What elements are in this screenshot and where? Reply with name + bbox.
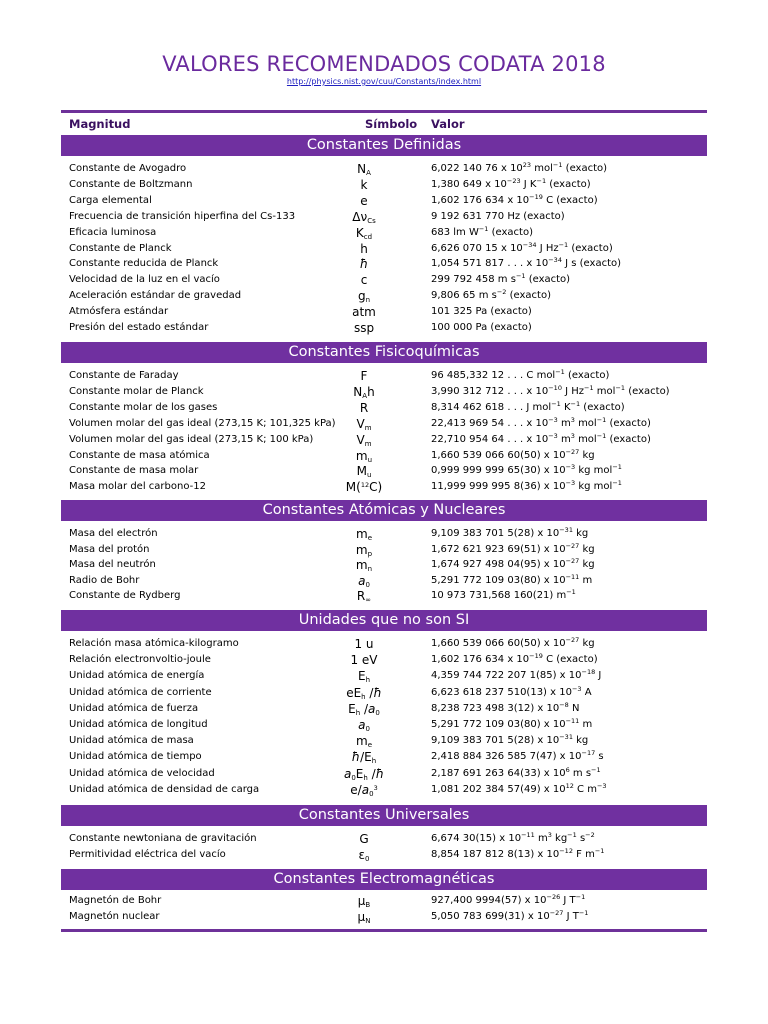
quantity-name: Atmósfera estándar: [69, 306, 169, 318]
quantity-symbol: 1 u: [354, 637, 374, 651]
quantity-symbol: $\varepsilon_0$: [358, 848, 370, 863]
quantity-name: Relación masa atómica-kilogramo: [69, 638, 239, 649]
column-header-simbolo: Símbolo: [365, 117, 418, 131]
quantity-value: 10 973 731,568 160(21) $m^{-1}$: [431, 588, 576, 602]
quantity-name: Constante de Planck: [69, 242, 172, 254]
quantity-symbol: $\mu_B$: [357, 894, 371, 909]
quantity-name: Constante de Avogadro: [69, 163, 187, 174]
quantity-symbol: $ħ/E_h$: [351, 750, 377, 766]
section-header: Unidades que no son SI: [61, 610, 707, 631]
quantity-name: Magnetón nuclear: [69, 911, 160, 922]
section-header: Constantes Universales: [61, 805, 707, 826]
quantity-symbol: $\mu_N$: [357, 910, 371, 925]
table-row: [0, 700, 768, 719]
quantity-name: Unidad atómica de corriente: [69, 686, 212, 698]
quantity-value: 299 792 458 m $s^{-1}$ (exacto): [431, 272, 571, 286]
table-row: [0, 163, 768, 179]
quantity-symbol: $a_0E_h$ /ħ: [343, 766, 385, 782]
table-row: [0, 895, 768, 911]
quantity-name: Constante de Rydberg: [69, 590, 181, 602]
quantity-value: 1,602 176 634 x $10^{-19}$ C (exacto): [431, 652, 598, 666]
quantity-value: 1,054 571 817 . . . x $10^{-34}$ J s (exacto): [431, 256, 622, 270]
quantity-name: Relación electronvoltio-joule: [69, 654, 211, 666]
table-row: [0, 481, 768, 497]
bottom-rule: [61, 929, 707, 932]
column-header-valor: Valor: [431, 117, 465, 131]
table-row: [0, 258, 768, 274]
quantity-name: Unidad atómica de masa: [69, 735, 194, 747]
table-row: [0, 290, 768, 306]
quantity-value: 11,999 999 995 8(36) x $10^{-3}$ kg mol$^{-1}$: [431, 479, 622, 493]
quantity-value: 927,400 9994(57) x $10^{-26}$ J $T^{-1}$: [431, 893, 586, 906]
quantity-symbol: $g_n$: [357, 289, 371, 305]
source-link[interactable]: http://physics.nist.gov/cuu/Constants/index.html: [286, 77, 482, 86]
quantity-value: 1,674 927 498 04(95) x $10^{-27}$ kg: [431, 557, 595, 571]
table-row: [0, 719, 768, 735]
quantity-symbol: $N_A$: [357, 162, 371, 177]
quantity-symbol: atm: [352, 305, 376, 320]
quantity-name: Constante newtoniana de gravitación: [69, 833, 257, 844]
table-row: [0, 370, 768, 386]
quantity-name: Unidad atómica de fuerza: [69, 702, 199, 714]
section-header: Constantes Atómicas y Nucleares: [61, 500, 707, 521]
quantity-symbol: h: [360, 241, 368, 256]
quantity-name: Eficacia luminosa: [69, 226, 157, 238]
quantity-name: Masa molar del carbono-12: [69, 481, 206, 493]
quantity-value: 4,359 744 722 207 1(85) x $10^{-18}$ J: [431, 668, 602, 682]
quantity-name: Constante de Faraday: [69, 370, 179, 381]
table-row: [0, 322, 768, 338]
quantity-name: Velocidad de la luz en el vacío: [69, 274, 220, 286]
quantity-name: Constante reducida de Planck: [69, 258, 219, 270]
table-row: [0, 735, 768, 751]
quantity-value: 5,291 772 109 03(80) x $10^{-11}$ m: [431, 717, 593, 730]
quantity-value: 2,418 884 326 585 7(47) x $10^{-17}$ s: [431, 749, 604, 763]
quantity-value: 22,710 954 64 . . . x $10^{-3}$ $m^3$ mol$^{-1}$ (exacto): [431, 431, 651, 445]
table-row: [0, 541, 768, 560]
table-row: [0, 670, 768, 686]
quantity-value: 5,050 783 699(31) x $10^{-27}$ J $T^{-1}$: [431, 909, 589, 922]
quantity-symbol: $\Delta\nu_{Cs}$: [352, 209, 376, 225]
quantity-symbol: ssp: [353, 321, 375, 335]
quantity-value: 9 192 631 770 Hz (exacto): [431, 210, 565, 222]
quantity-name: Masa del neutrón: [69, 559, 156, 571]
table-row: [0, 192, 768, 211]
table-row: [0, 684, 768, 703]
quantity-symbol: $K_{cd}$: [355, 225, 373, 241]
quantity-name: Unidad atómica de velocidad: [69, 767, 215, 779]
quantity-value: 1,602 176 634 x $10^{-19}$ C (exacto): [431, 192, 598, 206]
quantity-symbol: $m_e$: [355, 734, 372, 750]
table-row: [0, 383, 768, 402]
quantity-name: Radio de Bohr: [69, 574, 140, 586]
quantity-value: 8,238 723 498 3(12) x $10^{-8}$ N: [431, 700, 580, 714]
table-row: [0, 306, 768, 322]
table-row: [0, 781, 768, 800]
quantity-symbol: $a_0$: [358, 718, 370, 733]
quantity-symbol: $M_u$: [356, 464, 372, 480]
quantity-symbol: $a_0$: [358, 573, 370, 589]
table-row: [0, 176, 768, 195]
quantity-value: 100 000 Pa (exacto): [431, 322, 532, 333]
quantity-name: Frecuencia de transición hiperfina del Cs-133: [69, 210, 296, 222]
quantity-value: 1,380 649 x $10^{-23}$ J $K^{-1}$ (exacto): [431, 176, 591, 190]
quantity-value: 1,672 621 923 69(51) x $10^{-27}$ kg: [431, 541, 595, 555]
quantity-value: 8,314 462 618 . . . J mol$^{-1}$ $K^{-1}$ (exacto): [431, 399, 625, 413]
table-row: [0, 447, 768, 466]
quantity-value: 6,674 30(15) x $10^{-11}$ $m^3$ $kg^{-1}$ $s^{-2}$: [431, 831, 595, 844]
quantity-symbol: $E_h$ $/a_0$: [348, 701, 380, 717]
table-row: [0, 224, 768, 243]
quantity-value: 5,291 772 109 03(80) x $10^{-11}$ m: [431, 572, 593, 586]
quantity-name: Constante de masa molar: [69, 465, 199, 477]
table-row: [0, 465, 768, 481]
table-row: [0, 431, 768, 450]
quantity-value: 8,854 187 812 8(13) x $10^{-12}$ F $m^{-1}$: [431, 847, 605, 860]
top-rule: [61, 110, 707, 113]
quantity-value: 101 325 Pa (exacto): [431, 306, 532, 318]
quantity-name: Volumen molar del gas ideal (273,15 K; 101,325 kPa): [69, 417, 336, 429]
quantity-symbol: $V_m$: [356, 416, 372, 432]
quantity-symbol: c: [360, 273, 368, 288]
quantity-value: 1,660 539 066 60(50) x $10^{-27}$ kg: [431, 636, 595, 649]
quantity-value: 1,081 202 384 57(49) x $10^{12}$ C $m^{-3}$: [431, 781, 607, 795]
quantity-value: 6,626 070 15 x $10^{-34}$ J $Hz^{-1}$ (exacto): [431, 240, 613, 254]
quantity-symbol: $m_e$: [355, 527, 372, 542]
quantity-name: Carga elemental: [69, 194, 152, 206]
quantity-name: Presión del estado estándar: [69, 322, 209, 333]
quantity-symbol: $eE_h$ /ħ: [346, 685, 382, 701]
quantity-symbol: M($^{12}$C): [345, 480, 383, 495]
quantity-value: 96 485,332 12 . . . C mol$^{-1}$ (exacto): [431, 368, 610, 381]
quantity-symbol: $V_m$: [356, 432, 372, 448]
table-row: [0, 240, 768, 259]
quantity-value: 6,623 618 237 510(13) x $10^{-3}$ A: [431, 684, 592, 698]
column-header-magnitud: Magnitud: [69, 117, 131, 131]
table-row: [0, 751, 768, 767]
quantity-symbol: e: [360, 193, 368, 208]
section-header: Constantes Electromagnéticas: [61, 869, 707, 890]
quantity-value: 683 lm $W^{-1}$ (exacto): [431, 224, 533, 238]
table-row: [0, 654, 768, 670]
quantity-name: Unidad atómica de longitud: [69, 719, 208, 730]
quantity-value: 0,999 999 999 65(30) x $10^{-3}$ kg mol$^{-1}$: [431, 463, 622, 477]
quantity-name: Constante molar de los gases: [69, 401, 218, 413]
quantity-name: Magnetón de Bohr: [69, 895, 162, 906]
table-row: [0, 590, 768, 606]
table-row: [0, 559, 768, 575]
quantity-value: 9,109 383 701 5(28) x $10^{-31}$ kg: [431, 733, 589, 747]
quantity-value: 22,413 969 54 . . . x $10^{-3}$ $m^3$ mol$^{-1}$ (exacto): [431, 415, 651, 429]
quantity-name: Permitividad eléctrica del vacío: [69, 849, 226, 860]
quantity-value: 9,806 65 m $s^{-2}$ (exacto): [431, 288, 551, 302]
table-row: [0, 911, 768, 927]
quantity-name: Constante molar de Planck: [69, 385, 204, 397]
quantity-value: 9,109 383 701 5(28) x $10^{-31}$ kg: [431, 526, 589, 539]
table-row: [0, 528, 768, 544]
quantity-name: Masa del electrón: [69, 528, 158, 539]
quantity-symbol: ħ: [359, 257, 369, 272]
quantity-value: 1,660 539 066 60(50) x $10^{-27}$ kg: [431, 447, 595, 461]
quantity-name: Unidad atómica de energía: [69, 670, 205, 682]
quantity-symbol: F: [360, 369, 368, 383]
table-row: [0, 572, 768, 591]
table-row: [0, 399, 768, 418]
table-row: [0, 638, 768, 654]
table-row: [0, 211, 768, 227]
quantity-name: Aceleración estándar de gravedad: [69, 290, 242, 302]
source-url: [0, 77, 768, 86]
quantity-name: Unidad atómica de densidad de carga: [69, 783, 260, 795]
quantity-symbol: $m_u$: [355, 448, 373, 464]
section-header: Constantes Definidas: [61, 135, 707, 156]
quantity-name: Constante de Boltzmann: [69, 178, 193, 190]
quantity-symbol: R: [359, 400, 369, 415]
quantity-symbol: $R_\infty$: [356, 589, 372, 605]
quantity-name: Volumen molar del gas ideal (273,15 K; 100 kPa): [69, 433, 314, 445]
quantity-symbol: $E_h$: [357, 669, 371, 685]
quantity-name: Unidad atómica de tiempo: [69, 751, 202, 763]
quantity-value: 3,990 312 712 . . . x $10^{-10}$ J $Hz^{-1}$ mol$^{-1}$ (exacto): [431, 383, 670, 397]
table-row: [0, 765, 768, 784]
quantity-symbol: $N_Ah$: [353, 384, 375, 400]
quantity-value: 6,022 140 76 x $10^{23}$ mol$^{-1}$ (exacto): [431, 161, 608, 174]
quantity-value: 2,187 691 263 64(33) x $10^6$ m $s^{-1}$: [431, 765, 601, 779]
quantity-name: Constante de masa atómica: [69, 449, 210, 461]
table-row: [0, 849, 768, 865]
table-row: [0, 833, 768, 849]
section-header: Constantes Fisicoquímicas: [61, 342, 707, 363]
quantity-symbol: $m_n$: [355, 558, 373, 574]
quantity-symbol: $m_p$: [355, 542, 373, 558]
quantity-symbol: G: [359, 832, 369, 846]
quantity-symbol: k: [360, 177, 368, 192]
table-row: [0, 415, 768, 434]
quantity-symbol: $e/a_0^3$: [350, 782, 378, 798]
page-title: VALORES RECOMENDADOS CODATA 2018: [162, 52, 606, 76]
quantity-name: Masa del protón: [69, 543, 150, 555]
quantity-symbol: 1 eV: [350, 653, 378, 668]
table-row: [0, 274, 768, 290]
